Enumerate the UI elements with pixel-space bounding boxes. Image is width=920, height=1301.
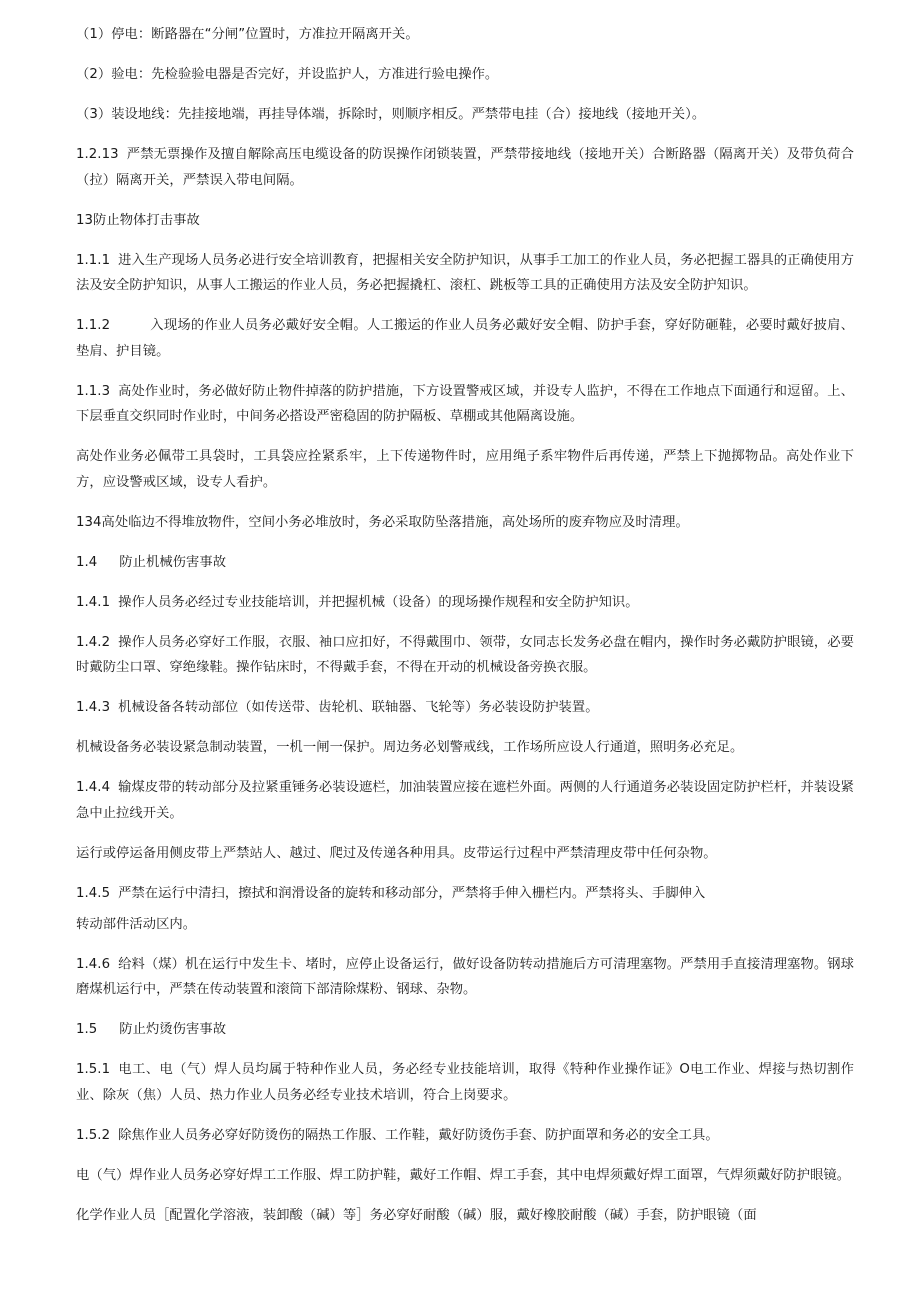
section-number: 1.4.6: [76, 956, 111, 972]
paragraph-text: 输煤皮带的转动部分及拉紧重锤务必装设遮栏，加油装置应接在遮栏外面。两侧的人行通道务必装设固定防护栏杆，并装设紧急中止拉线开关。: [76, 780, 854, 821]
paragraph-text: 转动部件活动区内。: [76, 916, 197, 932]
paragraph-1-4-5-continued: [76, 912, 854, 938]
paragraph-tool-bag: [76, 444, 854, 495]
paragraph-text: 给料（煤）机在运行中发生卡、堵时，应停止设备运行，做好设备防转动措施后方可清理塞物。严禁用手直接清理塞物。钢球磨煤机运行中，严禁在传动装置和滚筒下部清除煤粉、钢球、杂物。: [76, 956, 854, 997]
paragraph-1-1-1: [76, 248, 854, 299]
section-number: 1.4.5: [76, 885, 111, 901]
section-number: 1.4.2: [76, 634, 111, 650]
paragraph-text: 除焦作业人员务必穿好防烫伤的隔热工作服、工作鞋，戴好防烫伤手套、防护面罩和务必的安全工具。: [118, 1127, 719, 1143]
paragraph-134: [76, 510, 854, 536]
paragraph-1-5-2: [76, 1123, 854, 1149]
paragraph-2: [76, 62, 854, 88]
paragraph-1-4-3: [76, 695, 854, 721]
section-number: 1.5: [76, 1022, 98, 1037]
paragraph-text: 电工、电（气）焊人员均属于特种作业人员，务必经专业技能培训，取得《特种作业操作证》O电工作业、焊接与热切割作业、除灰（焦）人员、热力作业人员务必经专业技术培训，符合上岗要求。: [76, 1062, 854, 1103]
paragraph-text: 操作人员务必穿好工作服，衣服、袖口应扣好，不得戴围巾、领带，女同志长发务必盘在帽内，操作时务必戴防护眼镜，必要时戴防尘口罩、穿绝缘鞋。操作钻床时，不得戴手套，不得在开动的机械设备旁换衣服。: [76, 634, 854, 675]
document-page: [76, 22, 854, 1243]
paragraph-text: 高处作业时，务必做好防止物件掉落的防护措施，下方设置警戒区域，并设专人监护，不得在工作地点下面通行和逗留。上、下层垂直交织同时作业时，中间务必搭设严密稳固的防护隔板、草棚或其他隔离设施。: [76, 383, 854, 424]
paragraph-welding: [76, 1163, 854, 1189]
paragraph-3: [76, 102, 854, 128]
paragraph-text: 电（气）焊作业人员务必穿好焊工工作服、焊工防护鞋，戴好工作帽、焊工手套，其中电焊须戴好焊工面罩，气焊须戴好防护眼镜。: [76, 1167, 851, 1183]
section-number: 1.5.1: [76, 1062, 111, 1077]
paragraph-chemical: [76, 1203, 854, 1229]
heading-text: 13防止物体打击事故: [76, 212, 200, 228]
paragraph-text: 入现场的作业人员务必戴好安全帽。人工搬运的作业人员务必戴好安全帽、防护手套，穿好防砸鞋，必要时戴好披肩、垫肩、护目镜。: [76, 318, 854, 359]
paragraph-text: 化学作业人员［配置化学溶液，装卸酸（碱）等］务必穿好耐酸（碱）服，戴好橡胶耐酸（碱）手套，防护眼镜（面: [76, 1207, 757, 1223]
paragraph-text: 运行或停运备用侧皮带上严禁站人、越过、爬过及传递各种用具。皮带运行过程中严禁清理皮带中任何杂物。: [76, 845, 717, 861]
paragraph-1-1-2: [76, 313, 854, 364]
paragraph-1-4-4: [76, 775, 854, 826]
heading-text: 防止机械伤害事故: [119, 554, 227, 570]
paragraph-1-4-5: [76, 881, 854, 907]
paragraph-emergency-brake: [76, 735, 854, 761]
section-number: 1.4: [76, 554, 98, 570]
section-number: 1.1.1: [76, 252, 111, 268]
section-heading-1-4: [76, 550, 854, 576]
heading-text: 防止灼烫伤害事故: [119, 1022, 227, 1037]
paragraph-1-1-3: [76, 379, 854, 430]
paragraph-text: 134高处临边不得堆放物件，空间小务必堆放时，务必采取防坠落措施，高处场所的废弃物应及时清理。: [76, 514, 689, 530]
paragraph-text: 操作人员务必经过专业技能培训，并把握机械（设备）的现场操作规程和安全防护知识。: [118, 594, 639, 610]
section-number: 1.2.13: [76, 147, 119, 162]
section-number: 1.4.1: [76, 594, 111, 610]
section-heading-1-5: [76, 1017, 854, 1043]
paragraph-1-4-6: [76, 952, 854, 1003]
section-number: 1.5.2: [76, 1127, 111, 1143]
paragraph-1: [76, 22, 854, 48]
paragraph-belt: [76, 841, 854, 867]
paragraph-text: 机械设备各转动部位（如传送带、齿轮机、联轴器、飞轮等）务必装设防护装置。: [118, 700, 599, 715]
section-number: 1.4.3: [76, 700, 111, 715]
paragraph-1-4-2: [76, 630, 854, 681]
paragraph-1-4-1: [76, 590, 854, 616]
paragraph-1-5-1: [76, 1057, 854, 1108]
paragraph-text: 高处作业务必佩带工具袋时，工具袋应拴紧系牢，上下传递物件时，应用绳子系牢物件后再传递，严禁上下抛掷物品。高处作业下方，应设警戒区域，设专人看护。: [76, 449, 854, 490]
paragraph-text: （3）装设地线：先挂接地端，再挂导体端，拆除时，则顺序相反。严禁带电挂（合）接地线（接地开关）。: [76, 107, 706, 122]
paragraph-text: 机械设备务必装设紧急制动装置，一机一闸一保护。周边务必划警戒线，工作场所应设人行通道，照明务必充足。: [76, 740, 744, 755]
paragraph-text: 严禁在运行中清扫，擦拭和润滑设备的旋转和移动部分，严禁将手伸入栅栏内。严禁将头、手脚伸入: [118, 885, 706, 901]
paragraph-text: （1）停电：断路器在“分闸”位置时，方准拉开隔离开关。: [76, 27, 419, 42]
paragraph-text: （2）验电：先检验验电器是否完好，并设监护人，方准进行验电操作。: [76, 67, 499, 82]
section-number: 1.1.3: [76, 383, 111, 399]
paragraph-text: 进入生产现场人员务必进行安全培训教育，把握相关安全防护知识，从事手工加工的作业人员，务必把握工器具的正确使用方法及安全防护知识，从事人工搬运的作业人员，务必把握撬杠、滚杠、跳板等工具的正确使用方法及安全防护知识。: [76, 252, 854, 293]
section-heading-13: [76, 208, 854, 234]
paragraph-text: 严禁无票操作及擅自解除高压电缆设备的防误操作闭锁装置，严禁带接地线（接地开关）合断路器（隔离开关）及带负荷合（拉）隔离开关，严禁误入带电间隔。: [76, 147, 854, 188]
section-number: 1.1.2: [76, 318, 111, 333]
paragraph-1-2-13: [76, 142, 854, 193]
section-number: 1.4.4: [76, 780, 111, 795]
